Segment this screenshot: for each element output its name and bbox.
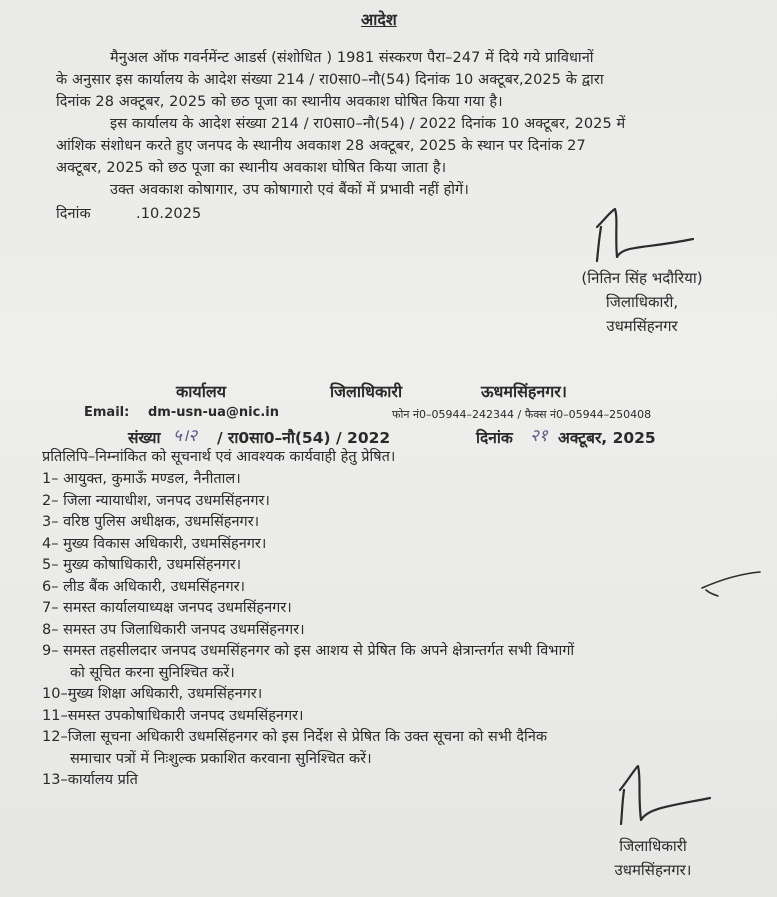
signatory-place: उधमसिंहनगर (606, 317, 678, 335)
email-label: Email: (84, 405, 130, 420)
signatory-block (557, 266, 727, 338)
list-item: 13–कार्यालय प्रति (42, 772, 138, 788)
signatory-name: (नितिन सिंह भदौरिया) (581, 269, 703, 287)
order-para-line: के अनुसार इस कार्यालय के आदेश संख्या 214 / रा0सा0–नौ(54) दिनांक 10 अक्टूबर,2025 के द्वारा (56, 72, 604, 88)
list-item: 2– जिला न्यायाधीश, जनपद उधमसिंहनगर। (42, 492, 270, 509)
list-item: 4– मुख्य विकास अधिकारी, उधमसिंहनगर। (42, 535, 267, 552)
order-para-line: अक्टूबर, 2025 को छठ पूजा का स्थानीय अवकाश घोषित किया जाता है। (56, 160, 447, 176)
list-item: 3– वरिष्ठ पुलिस अधीक्षक, उधमसिंहनगर। (42, 514, 260, 530)
reference-date-label: दिनांक (476, 429, 513, 447)
reference-date-handwritten: २१ (530, 426, 548, 446)
order-para-line: इस कार्यालय के आदेश संख्या 214 / रा0सा0–नौ(54) / 2022 दिनांक 10 अक्टूबर, 2025 में (110, 116, 626, 132)
email-address: dm-usn-ua@nic.in (148, 405, 279, 420)
pen-mark (698, 566, 768, 606)
list-item-continuation: समाचार पत्रों में निःशुल्क प्रकाशित करवाना सुनिश्चित करें। (70, 750, 372, 767)
order-para-line: दिनांक 28 अक्टूबर, 2025 को छठ पूजा का स्थानीय अवकाश घोषित किया गया है। (56, 94, 503, 110)
list-item: 12–जिला सूचना अधिकारी उधमसिंहनगर को इस निर्देश से प्रेषित कि उक्त सूचना को सभी दैनिक (42, 729, 547, 745)
list-item: 10–मुख्य शिक्षा अधिकारी, उधमसिंहनगर। (42, 686, 263, 702)
list-item: 7– समस्त कार्यालयाध्यक्ष जनपद उधमसिंहनगर। (42, 600, 292, 616)
order-date-value: .10.2025 (136, 206, 202, 222)
list-item-continuation: को सूचित करना सुनिश्चित करें। (70, 664, 235, 681)
copy-intro: प्रतिलिपि–निम्नांकित को सूचनार्थ एवं आवश्यक कार्यवाही हेतु प्रेषित। (42, 449, 396, 465)
footer-place: उधमसिंहनगर। (614, 861, 692, 879)
recipient-list (42, 469, 574, 792)
phone-fax: फोन नं0–05944–242344 / फैक्स नं0–05944–250408 (392, 408, 652, 421)
office-place: ऊधमसिंहनगर। (481, 382, 567, 401)
order-para-line: उक्त अवकाश कोषागार, उप कोषागारो एवं बैंकों में प्रभावी नहीं होगें। (110, 182, 469, 198)
office-label: कार्यालय (176, 382, 226, 401)
order-para-line: मैनुअल ऑफ गवर्नमेंन्ट आडर्स (संशोधित ) 1981 संस्करण पैरा–247 में दिये गये प्राविधानों (110, 50, 594, 66)
reference-date-rest: अक्टूबर, 2025 (558, 429, 656, 447)
footer-designation: जिलाधिकारी (619, 837, 687, 855)
list-item: 9– समस्त तहसीलदार जनपद उधमसिंहनगर को इस आशय से प्रेषित कि अपने क्षेत्रान्तर्गत सभी विभागों (42, 643, 575, 659)
signature-mark (585, 205, 700, 265)
signature-mark (610, 760, 720, 830)
order-para-line: आंशिक संशोधन करते हुए जनपद के स्थानीय अवकाश 28 अक्टूबर, 2025 के स्थान पर दिनांक 27 (56, 138, 586, 154)
list-item: 11–समस्त उपकोषाधिकारी जनपद उधमसिंहनगर। (42, 707, 304, 724)
footer-signatory (588, 834, 718, 882)
order-title: आदेश (361, 10, 397, 29)
office-official: जिलाधिकारी (330, 382, 403, 401)
reference-number-handwritten: ५।२ (173, 426, 198, 446)
list-item: 8– समस्त उप जिलाधिकारी जनपद उधमसिंहनगर। (42, 621, 305, 638)
order-date-label: दिनांक (56, 206, 91, 222)
signatory-designation: जिलाधिकारी, (605, 293, 679, 311)
reference-number-label: संख्या (128, 429, 161, 447)
reference-number-rest: / रा0सा0–नौ(54) / 2022 (217, 429, 391, 447)
list-item: 6– लीड बैंक अधिकारी, उधमसिंहनगर। (42, 578, 246, 595)
list-item: 5– मुख्य कोषाधिकारी, उधमसिंहनगर। (42, 557, 242, 573)
order-body (56, 47, 625, 201)
list-item: 1– आयुक्त, कुमाऊँ मण्डल, नैनीताल। (42, 471, 241, 487)
